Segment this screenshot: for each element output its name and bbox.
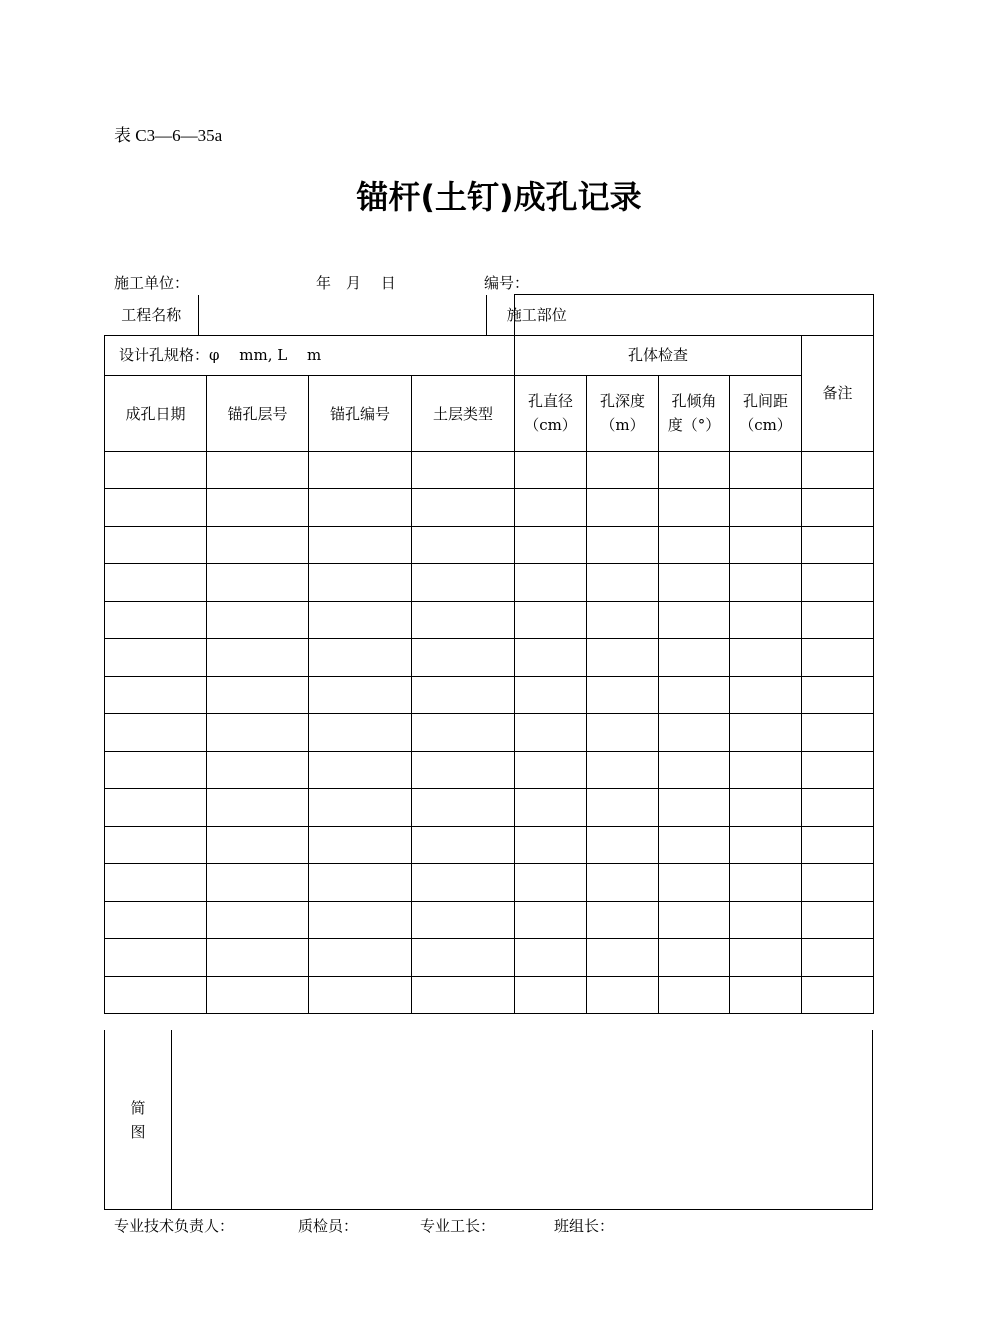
table-cell[interactable] (515, 789, 587, 827)
form-number: 表 C3—6—35a (114, 126, 223, 145)
remarks-header: 备注 (802, 335, 874, 451)
table-cell[interactable] (515, 826, 587, 864)
table-cell[interactable] (659, 901, 730, 939)
column-header-row (105, 375, 874, 451)
table-cell[interactable] (587, 564, 659, 602)
table-cell[interactable] (802, 939, 874, 977)
team-lead-label: 班组长： (554, 1217, 615, 1235)
table-cell[interactable] (309, 789, 412, 827)
table-row (105, 901, 874, 939)
table-cell[interactable] (659, 451, 730, 489)
table-cell[interactable] (802, 751, 874, 789)
table-cell[interactable] (730, 901, 802, 939)
table-cell[interactable] (207, 489, 309, 527)
record-table (104, 294, 874, 1014)
table-cell[interactable] (207, 451, 309, 489)
table-cell[interactable] (105, 939, 207, 977)
table-cell[interactable] (207, 601, 309, 639)
table-cell[interactable] (309, 601, 412, 639)
table-cell[interactable] (730, 826, 802, 864)
table-cell[interactable] (207, 939, 309, 977)
table-cell[interactable] (207, 714, 309, 752)
table-cell[interactable] (105, 901, 207, 939)
table-cell[interactable] (802, 601, 874, 639)
table-cell[interactable] (587, 864, 659, 902)
table-cell[interactable] (730, 864, 802, 902)
table-cell[interactable] (587, 526, 659, 564)
table-cell[interactable] (412, 676, 515, 714)
table-cell[interactable] (515, 451, 587, 489)
table-cell[interactable] (587, 489, 659, 527)
table-cell[interactable] (412, 601, 515, 639)
table-cell[interactable] (207, 864, 309, 902)
table-cell[interactable] (412, 939, 515, 977)
table-cell[interactable] (207, 751, 309, 789)
table-row (105, 601, 874, 639)
table-row (105, 939, 874, 977)
table-cell[interactable] (802, 451, 874, 489)
col-hole-no-header: 锚孔编号 (309, 375, 412, 451)
table-cell[interactable] (105, 789, 207, 827)
table-cell[interactable] (207, 789, 309, 827)
table-cell[interactable] (802, 526, 874, 564)
table-cell[interactable] (659, 639, 730, 677)
table-row (105, 826, 874, 864)
table-cell[interactable] (207, 976, 309, 1014)
table-cell[interactable] (587, 901, 659, 939)
table-cell[interactable] (802, 789, 874, 827)
table-row (105, 789, 874, 827)
table-cell[interactable] (412, 526, 515, 564)
table-cell[interactable] (802, 976, 874, 1014)
serial-number-label: 编号： (484, 274, 530, 292)
table-cell[interactable] (659, 751, 730, 789)
table-cell[interactable] (309, 751, 412, 789)
table-cell[interactable] (515, 639, 587, 677)
table-cell[interactable] (587, 939, 659, 977)
table-cell[interactable] (659, 939, 730, 977)
tech-lead-label: 专业技术负责人： (114, 1217, 235, 1235)
hole-check-header: 孔体检查 (515, 335, 802, 375)
table-cell[interactable] (659, 526, 730, 564)
col-soil-header: 土层类型 (412, 375, 515, 451)
table-cell[interactable] (730, 564, 802, 602)
table-row (105, 751, 874, 789)
table-cell[interactable] (515, 714, 587, 752)
table-cell[interactable] (309, 639, 412, 677)
table-cell[interactable] (105, 826, 207, 864)
page-title: 锚杆(土钉)成孔记录 (356, 178, 642, 216)
table-cell[interactable] (105, 564, 207, 602)
table-cell[interactable] (730, 489, 802, 527)
table-cell[interactable] (105, 676, 207, 714)
table-cell[interactable] (659, 564, 730, 602)
table-cell[interactable] (309, 564, 412, 602)
col-date-header: 成孔日期 (105, 375, 207, 451)
table-cell[interactable] (730, 676, 802, 714)
table-cell[interactable] (105, 714, 207, 752)
table-cell[interactable] (802, 864, 874, 902)
table-cell[interactable] (730, 714, 802, 752)
table-cell[interactable] (730, 601, 802, 639)
table-cell[interactable] (587, 451, 659, 489)
table-cell[interactable] (309, 976, 412, 1014)
table-row (105, 489, 874, 527)
table-cell[interactable] (412, 489, 515, 527)
table-cell[interactable] (730, 976, 802, 1014)
table-cell[interactable] (105, 489, 207, 527)
table-cell[interactable] (105, 976, 207, 1014)
date-label: 年 月 日 (316, 274, 396, 292)
table-row (105, 639, 874, 677)
col-diameter-header: 孔直径 （cm） (515, 375, 587, 451)
table-cell[interactable] (802, 714, 874, 752)
sketch-area[interactable] (172, 1030, 873, 1210)
table-cell[interactable] (105, 864, 207, 902)
table-row (105, 526, 874, 564)
table-row (105, 714, 874, 752)
table-cell[interactable] (309, 451, 412, 489)
table-cell[interactable] (515, 939, 587, 977)
table-cell[interactable] (309, 714, 412, 752)
table-cell[interactable] (309, 939, 412, 977)
inspector-label: 质检员： (298, 1217, 359, 1235)
table-cell[interactable] (412, 976, 515, 1014)
table-row (105, 864, 874, 902)
table-cell[interactable] (730, 639, 802, 677)
col-depth-header: 孔深度 （m） (587, 375, 659, 451)
table-row (105, 976, 874, 1014)
table-cell[interactable] (659, 864, 730, 902)
construction-part-field[interactable] (515, 295, 874, 336)
spec-row (105, 335, 874, 375)
table-cell[interactable] (730, 451, 802, 489)
table-cell[interactable] (587, 976, 659, 1014)
sketch-section (104, 1030, 873, 1210)
table-cell[interactable] (412, 451, 515, 489)
table-cell[interactable] (730, 939, 802, 977)
table-cell[interactable] (515, 676, 587, 714)
table-cell[interactable] (412, 901, 515, 939)
table-cell[interactable] (309, 826, 412, 864)
table-cell[interactable] (587, 751, 659, 789)
table-cell[interactable] (207, 676, 309, 714)
table-cell[interactable] (587, 714, 659, 752)
table-cell[interactable] (207, 564, 309, 602)
table-cell[interactable] (412, 714, 515, 752)
table-cell[interactable] (207, 826, 309, 864)
table-cell[interactable] (515, 526, 587, 564)
table-cell[interactable] (412, 789, 515, 827)
project-name-label: 工程名称 (105, 295, 199, 335)
table-cell[interactable] (412, 826, 515, 864)
table-cell[interactable] (515, 864, 587, 902)
table-cell[interactable] (412, 564, 515, 602)
table-cell[interactable] (309, 489, 412, 527)
table-cell[interactable] (802, 826, 874, 864)
project-name-field[interactable] (199, 295, 487, 335)
table-cell[interactable] (802, 564, 874, 602)
table-cell[interactable] (802, 639, 874, 677)
table-cell[interactable] (587, 639, 659, 677)
table-cell[interactable] (659, 489, 730, 527)
table-cell[interactable] (730, 751, 802, 789)
table-cell[interactable] (587, 789, 659, 827)
table-cell[interactable] (309, 526, 412, 564)
foreman-label: 专业工长： (420, 1217, 496, 1235)
table-cell[interactable] (105, 751, 207, 789)
table-cell[interactable] (659, 714, 730, 752)
table-cell[interactable] (105, 451, 207, 489)
project-row (105, 295, 874, 336)
table-cell[interactable] (587, 676, 659, 714)
table-row (105, 564, 874, 602)
col-layer-header: 锚孔层号 (207, 375, 309, 451)
table-cell[interactable] (207, 639, 309, 677)
table-cell[interactable] (309, 676, 412, 714)
table-cell[interactable] (515, 489, 587, 527)
table-cell[interactable] (412, 864, 515, 902)
table-cell[interactable] (659, 976, 730, 1014)
table-cell[interactable] (309, 864, 412, 902)
table-row (105, 451, 874, 489)
table-cell[interactable] (587, 601, 659, 639)
col-angle-header: 孔倾角 度（°） (659, 375, 730, 451)
table-cell[interactable] (802, 901, 874, 939)
table-cell[interactable] (515, 901, 587, 939)
col-spacing-header: 孔间距 （cm） (730, 375, 802, 451)
table-cell[interactable] (412, 751, 515, 789)
table-cell[interactable] (802, 489, 874, 527)
table-cell[interactable] (207, 526, 309, 564)
table-cell[interactable] (105, 601, 207, 639)
table-cell[interactable] (515, 976, 587, 1014)
table-cell[interactable] (309, 901, 412, 939)
design-spec-label: 设计孔规格：φ mm, L m (105, 335, 515, 375)
sketch-label: 简 图 (105, 1030, 172, 1210)
table-cell[interactable] (659, 676, 730, 714)
table-cell[interactable] (412, 639, 515, 677)
table-cell[interactable] (105, 639, 207, 677)
table-cell[interactable] (659, 601, 730, 639)
table-cell[interactable] (515, 751, 587, 789)
table-cell[interactable] (802, 676, 874, 714)
construction-part-label: 施工部位 (487, 295, 587, 335)
table-cell[interactable] (515, 564, 587, 602)
table-cell[interactable] (105, 526, 207, 564)
construction-unit-label: 施工单位： (114, 274, 190, 292)
table-cell[interactable] (515, 601, 587, 639)
table-cell[interactable] (659, 789, 730, 827)
table-cell[interactable] (659, 826, 730, 864)
table-cell[interactable] (587, 826, 659, 864)
table-cell[interactable] (207, 901, 309, 939)
table-cell[interactable] (730, 789, 802, 827)
table-row (105, 676, 874, 714)
table-cell[interactable] (730, 526, 802, 564)
